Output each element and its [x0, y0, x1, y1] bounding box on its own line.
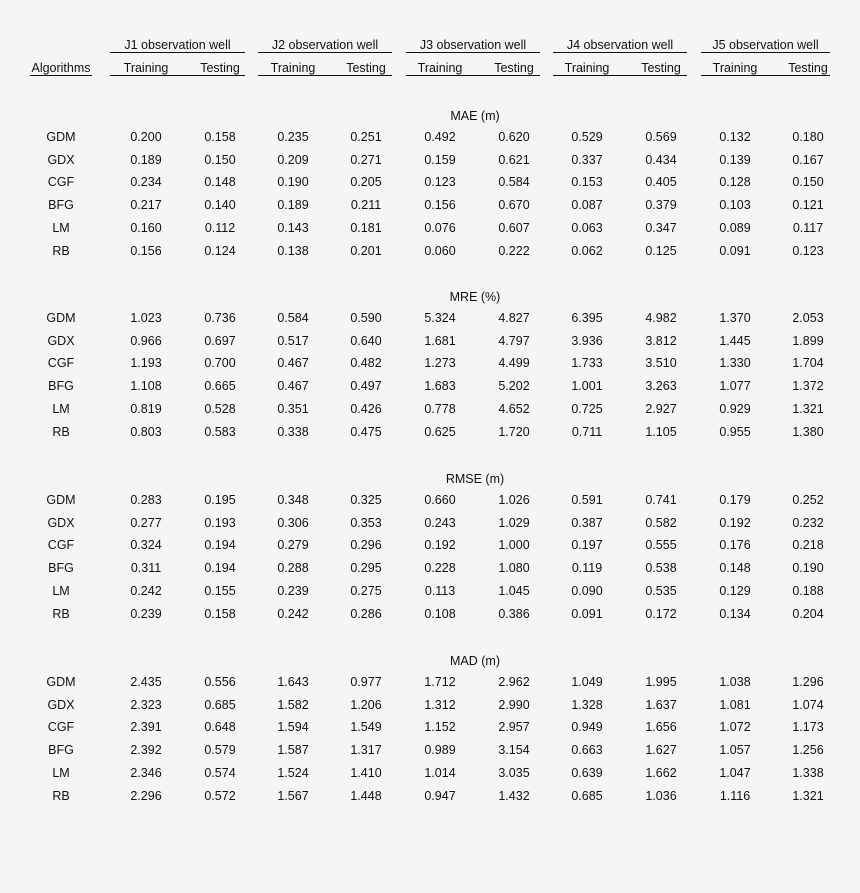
training-header: Training	[123, 61, 169, 75]
table-cell: 0.090	[571, 583, 603, 598]
table-cell: 0.337	[571, 152, 603, 167]
table-cell: 0.158	[204, 606, 236, 621]
table-cell: 0.569	[645, 130, 677, 144]
table-cell: 0.153	[571, 175, 603, 190]
table-cell: 0.121	[792, 198, 824, 213]
table-cell: 0.590	[350, 311, 382, 325]
table-cell: 0.134	[719, 606, 751, 621]
table-cell: 0.579	[204, 743, 236, 758]
table-cell: 1.045	[498, 583, 530, 598]
table-cell: 1.081	[719, 697, 751, 712]
table-cell: 0.467	[277, 379, 309, 394]
table-cell: 0.060	[424, 243, 456, 258]
table-cell: 0.311	[130, 561, 162, 576]
table-cell: 1.108	[130, 379, 162, 394]
table-cell: 0.143	[277, 220, 309, 235]
table-cell: 0.091	[571, 606, 603, 621]
table-cell: 4.499	[498, 356, 530, 371]
table-cell: 0.218	[792, 538, 824, 553]
table-cell: 3.154	[498, 743, 530, 758]
table-cell: 0.076	[424, 220, 456, 235]
table-cell: 0.159	[424, 152, 456, 167]
table-cell: 0.947	[424, 788, 456, 803]
table-cell: 0.150	[792, 175, 824, 190]
table-cell: 0.062	[571, 243, 603, 258]
table-cell: 3.936	[571, 333, 603, 348]
table-cell: 0.275	[350, 583, 382, 598]
algorithm-label: GDX	[47, 515, 75, 530]
table-cell: 0.286	[350, 606, 382, 621]
table-cell: 0.113	[424, 583, 456, 598]
table-cell: 1.330	[719, 356, 751, 371]
table-cell: 1.683	[424, 379, 456, 394]
testing-header: Testing	[641, 61, 681, 75]
table-cell: 0.108	[424, 606, 456, 621]
table-cell: 0.528	[204, 401, 236, 416]
table-cell: 1.587	[277, 743, 309, 758]
table-cell: 0.139	[719, 152, 751, 167]
table-cell: 0.089	[719, 220, 751, 235]
table-cell: 0.556	[204, 675, 236, 689]
table-cell: 0.252	[792, 493, 824, 507]
algorithm-label: GDM	[46, 493, 76, 507]
section-title: MRE (%)	[449, 290, 501, 304]
table-cell: 0.222	[498, 243, 530, 258]
table-cell: 0.492	[424, 130, 456, 144]
table-cell: 3.263	[645, 379, 677, 394]
table-cell: 4.982	[645, 311, 677, 325]
table-cell: 0.283	[130, 493, 162, 507]
table-cell: 0.665	[204, 379, 236, 394]
table-cell: 1.023	[130, 311, 162, 325]
table-cell: 0.621	[498, 152, 530, 167]
table-cell: 0.211	[350, 198, 382, 213]
table-cell: 1.321	[792, 788, 824, 803]
table-cell: 1.173	[792, 720, 824, 735]
table-cell: 0.778	[424, 401, 456, 416]
table-cell: 3.812	[645, 333, 677, 348]
table-cell: 1.193	[130, 356, 162, 371]
algorithm-label: CGF	[47, 356, 75, 371]
algorithm-label: GDX	[47, 697, 75, 712]
testing-header: Testing	[200, 61, 240, 75]
table-cell: 0.209	[277, 152, 309, 167]
well-header-rule	[553, 52, 687, 53]
table-cell: 0.158	[204, 130, 236, 144]
table-cell: 1.445	[719, 333, 751, 348]
training-header: Training	[270, 61, 316, 75]
table-cell: 0.639	[571, 765, 603, 780]
table-cell: 1.380	[792, 424, 824, 439]
table-cell: 1.000	[498, 538, 530, 553]
table-cell: 0.685	[204, 697, 236, 712]
table-cell: 0.197	[571, 538, 603, 553]
well-header-rule	[406, 52, 540, 53]
table-cell: 0.517	[277, 333, 309, 348]
table-cell: 1.704	[792, 356, 824, 371]
table-cell: 3.510	[645, 356, 677, 371]
testing-header: Testing	[494, 61, 534, 75]
testing-header: Testing	[788, 61, 828, 75]
table-cell: 0.063	[571, 220, 603, 235]
table-cell: 0.741	[645, 493, 677, 507]
table-cell: 1.116	[719, 788, 751, 803]
table-cell: 0.736	[204, 311, 236, 325]
table-cell: 1.057	[719, 743, 751, 758]
table-cell: 0.475	[350, 424, 382, 439]
table-cell: 0.155	[204, 583, 236, 598]
algorithm-label: GDM	[46, 675, 76, 689]
table-cell: 1.720	[498, 424, 530, 439]
table-cell: 0.117	[792, 220, 824, 235]
table-cell: 0.190	[792, 561, 824, 576]
table-cell: 0.201	[350, 243, 382, 258]
table-cell: 0.296	[350, 538, 382, 553]
table-cell: 0.242	[130, 583, 162, 598]
table-cell: 0.582	[645, 515, 677, 530]
table-cell: 0.156	[424, 198, 456, 213]
table-cell: 0.192	[719, 515, 751, 530]
algorithm-label: GDX	[47, 152, 75, 167]
table-cell: 0.660	[424, 493, 456, 507]
table-cell: 1.328	[571, 697, 603, 712]
algorithm-label: BFG	[48, 379, 74, 394]
table-cell: 0.167	[792, 152, 824, 167]
header-rule	[406, 75, 540, 76]
table-cell: 1.256	[792, 743, 824, 758]
header-rule	[258, 75, 392, 76]
table-cell: 1.014	[424, 765, 456, 780]
table-cell: 0.497	[350, 379, 382, 394]
table-cell: 1.074	[792, 697, 824, 712]
table-cell: 2.296	[130, 788, 162, 803]
table-cell: 0.112	[204, 220, 236, 235]
table-cell: 0.482	[350, 356, 382, 371]
table-cell: 0.711	[571, 424, 603, 439]
well-header-rule	[110, 52, 245, 53]
table-cell: 5.324	[424, 311, 456, 325]
algorithm-label: RB	[52, 424, 70, 439]
table-cell: 0.325	[350, 493, 382, 507]
table-cell: 0.434	[645, 152, 677, 167]
table-cell: 1.995	[645, 675, 677, 689]
table-cell: 0.379	[645, 198, 677, 213]
table-cell: 0.386	[498, 606, 530, 621]
section-title: MAD (m)	[450, 654, 500, 668]
table-cell: 0.574	[204, 765, 236, 780]
table-cell: 1.152	[424, 720, 456, 735]
table-cell: 2.957	[498, 720, 530, 735]
table-cell: 0.338	[277, 424, 309, 439]
table-cell: 0.271	[350, 152, 382, 167]
header-rule	[110, 75, 245, 76]
table-cell: 0.188	[792, 583, 824, 598]
table-cell: 0.124	[204, 243, 236, 258]
table-cell: 1.038	[719, 675, 751, 689]
table-cell: 0.977	[350, 675, 382, 689]
algorithm-label: GDM	[46, 311, 76, 325]
table-cell: 0.119	[571, 561, 603, 576]
table-cell: 1.637	[645, 697, 677, 712]
table-cell: 0.685	[571, 788, 603, 803]
table-cell: 0.204	[792, 606, 824, 621]
table-cell: 0.091	[719, 243, 751, 258]
table-cell: 0.591	[571, 493, 603, 507]
table-cell: 0.172	[645, 606, 677, 621]
table-cell: 2.346	[130, 765, 162, 780]
table-cell: 1.036	[645, 788, 677, 803]
table-cell: 2.392	[130, 743, 162, 758]
well-header: J1 observation well	[124, 38, 231, 52]
table-cell: 0.132	[719, 130, 751, 144]
table-cell: 0.129	[719, 583, 751, 598]
table-cell: 1.372	[792, 379, 824, 394]
table-cell: 0.949	[571, 720, 603, 735]
well-header: J5 observation well	[712, 38, 819, 52]
table-cell: 0.697	[204, 333, 236, 348]
table-cell: 1.594	[277, 720, 309, 735]
table-cell: 0.123	[792, 243, 824, 258]
table-cell: 0.235	[277, 130, 309, 144]
table-cell: 0.803	[130, 424, 162, 439]
table-cell: 0.140	[204, 198, 236, 213]
testing-header: Testing	[346, 61, 386, 75]
table-cell: 0.232	[792, 515, 824, 530]
table-cell: 1.338	[792, 765, 824, 780]
table-cell: 0.535	[645, 583, 677, 598]
table-cell: 1.712	[424, 675, 456, 689]
table-cell: 0.242	[277, 606, 309, 621]
table-cell: 0.148	[719, 561, 751, 576]
table-cell: 1.026	[498, 493, 530, 507]
table-cell: 2.962	[498, 675, 530, 689]
table-cell: 0.348	[277, 493, 309, 507]
algorithm-label: RB	[52, 788, 70, 803]
table-cell: 0.351	[277, 401, 309, 416]
table-cell: 0.205	[350, 175, 382, 190]
table-cell: 5.202	[498, 379, 530, 394]
table-cell: 0.217	[130, 198, 162, 213]
table-cell: 1.312	[424, 697, 456, 712]
table-cell: 0.966	[130, 333, 162, 348]
training-header: Training	[712, 61, 758, 75]
algorithm-label: LM	[52, 583, 70, 598]
table-cell: 1.029	[498, 515, 530, 530]
table-cell: 1.206	[350, 697, 382, 712]
table-cell: 1.627	[645, 743, 677, 758]
table-cell: 0.648	[204, 720, 236, 735]
table-cell: 0.620	[498, 130, 530, 144]
table-cell: 0.989	[424, 743, 456, 758]
table-cell: 1.733	[571, 356, 603, 371]
table-cell: 0.670	[498, 198, 530, 213]
row-header-label: Algorithms	[31, 61, 91, 75]
table-cell: 4.797	[498, 333, 530, 348]
table-cell: 2.435	[130, 675, 162, 689]
table-cell: 0.156	[130, 243, 162, 258]
table-cell: 0.640	[350, 333, 382, 348]
well-header: J2 observation well	[271, 38, 379, 52]
table-cell: 0.625	[424, 424, 456, 439]
table-cell: 1.296	[792, 675, 824, 689]
table-cell: 0.239	[277, 583, 309, 598]
table-cell: 1.321	[792, 401, 824, 416]
table-cell: 0.288	[277, 561, 309, 576]
table-cell: 1.567	[277, 788, 309, 803]
section-title: MAE (m)	[450, 109, 500, 123]
table-cell: 0.194	[204, 538, 236, 553]
table-cell: 1.549	[350, 720, 382, 735]
table-cell: 0.160	[130, 220, 162, 235]
table-cell: 0.234	[130, 175, 162, 190]
table-cell: 1.643	[277, 675, 309, 689]
table-cell: 0.150	[204, 152, 236, 167]
table-cell: 0.103	[719, 198, 751, 213]
algorithm-label: LM	[52, 220, 70, 235]
algorithm-label: CGF	[47, 175, 75, 190]
header-rule	[553, 75, 687, 76]
table-cell: 0.387	[571, 515, 603, 530]
table-cell: 1.273	[424, 356, 456, 371]
table-cell: 1.370	[719, 311, 751, 325]
table-cell: 0.194	[204, 561, 236, 576]
table-cell: 2.927	[645, 401, 677, 416]
table-cell: 4.827	[498, 311, 530, 325]
table-cell: 1.681	[424, 333, 456, 348]
table-cell: 0.467	[277, 356, 309, 371]
table-cell: 1.656	[645, 720, 677, 735]
table-cell: 1.410	[350, 765, 382, 780]
table-cell: 0.324	[130, 538, 162, 553]
algorithm-label: CGF	[47, 538, 75, 553]
table-cell: 0.819	[130, 401, 162, 416]
header-rule	[30, 75, 92, 76]
algorithm-label: GDM	[46, 130, 76, 144]
table-cell: 2.391	[130, 720, 162, 735]
well-header: J3 observation well	[419, 38, 527, 52]
table-cell: 0.529	[571, 130, 603, 144]
table-cell: 0.584	[498, 175, 530, 190]
table-cell: 0.138	[277, 243, 309, 258]
table-cell: 1.072	[719, 720, 751, 735]
table-cell: 2.323	[130, 697, 162, 712]
table-cell: 0.306	[277, 515, 309, 530]
algorithm-label: GDX	[47, 333, 75, 348]
table-cell: 0.148	[204, 175, 236, 190]
table-cell: 0.426	[350, 401, 382, 416]
table-cell: 0.181	[350, 220, 382, 235]
table-cell: 0.228	[424, 561, 456, 576]
table-cell: 0.200	[130, 130, 162, 144]
algorithm-label: BFG	[48, 743, 74, 758]
algorithm-label: CGF	[47, 720, 75, 735]
table-cell: 0.347	[645, 220, 677, 235]
table-cell: 0.607	[498, 220, 530, 235]
table-cell: 1.899	[792, 333, 824, 348]
table-cell: 0.279	[277, 538, 309, 553]
algorithm-label: BFG	[48, 198, 74, 213]
table-cell: 0.251	[350, 130, 382, 144]
table-cell: 0.193	[204, 515, 236, 530]
table-cell: 0.955	[719, 424, 751, 439]
table-cell: 1.077	[719, 379, 751, 394]
table-cell: 1.524	[277, 765, 309, 780]
table-cell: 0.929	[719, 401, 751, 416]
table-cell: 1.317	[350, 743, 382, 758]
table-cell: 0.555	[645, 538, 677, 553]
table-cell: 0.405	[645, 175, 677, 190]
table-cell: 1.047	[719, 765, 751, 780]
table-cell: 2.990	[498, 697, 530, 712]
table-cell: 3.035	[498, 765, 530, 780]
table-cell: 0.128	[719, 175, 751, 190]
table-cell: 0.538	[645, 561, 677, 576]
table-cell: 1.049	[571, 675, 603, 689]
table-cell: 4.652	[498, 401, 530, 416]
table-cell: 0.123	[424, 175, 456, 190]
table-cell: 0.725	[571, 401, 603, 416]
header-rule	[701, 75, 830, 76]
table-cell: 0.663	[571, 743, 603, 758]
algorithm-label: LM	[52, 401, 70, 416]
table-cell: 6.395	[571, 311, 603, 325]
well-header-rule	[701, 52, 830, 53]
table-cell: 1.001	[571, 379, 603, 394]
training-header: Training	[417, 61, 463, 75]
table-cell: 0.243	[424, 515, 456, 530]
table-cell: 0.195	[204, 493, 236, 507]
table-cell: 0.295	[350, 561, 382, 576]
table-cell: 0.353	[350, 515, 382, 530]
algorithm-label: RB	[52, 243, 70, 258]
table-cell: 0.180	[792, 130, 824, 144]
table-cell: 1.582	[277, 697, 309, 712]
table-cell: 0.584	[277, 311, 309, 325]
table-cell: 0.176	[719, 538, 751, 553]
table-cell: 0.192	[424, 538, 456, 553]
table-cell: 0.179	[719, 493, 751, 507]
table-cell: 1.080	[498, 561, 530, 576]
table-cell: 1.662	[645, 765, 677, 780]
algorithm-label: LM	[52, 765, 70, 780]
table-cell: 0.087	[571, 198, 603, 213]
table-cell: 0.125	[645, 243, 677, 258]
training-header: Training	[564, 61, 610, 75]
table-cell: 0.190	[277, 175, 309, 190]
table-cell: 0.189	[130, 152, 162, 167]
table-cell: 0.700	[204, 356, 236, 371]
table-cell: 1.432	[498, 788, 530, 803]
algorithm-label: BFG	[48, 561, 74, 576]
table-cell: 0.583	[204, 424, 236, 439]
section-title: RMSE (m)	[445, 472, 505, 486]
table-cell: 0.572	[204, 788, 236, 803]
well-header-rule	[258, 52, 392, 53]
table-cell: 0.189	[277, 198, 309, 213]
table-cell: 2.053	[792, 311, 824, 325]
algorithm-label: RB	[52, 606, 70, 621]
table-cell: 1.448	[350, 788, 382, 803]
table-cell: 1.105	[645, 424, 677, 439]
table-cell: 0.239	[130, 606, 162, 621]
well-header: J4 observation well	[566, 38, 674, 52]
table-cell: 0.277	[130, 515, 162, 530]
